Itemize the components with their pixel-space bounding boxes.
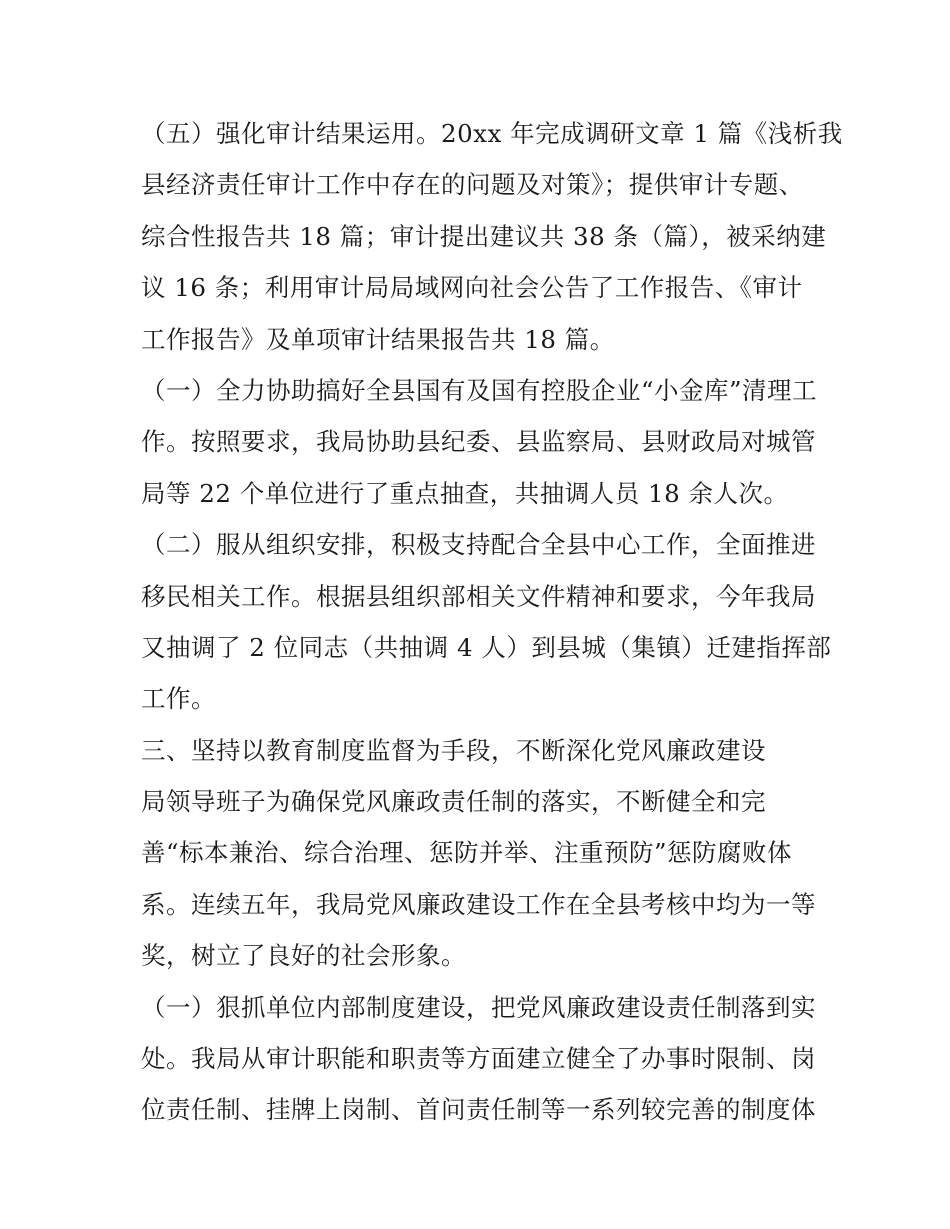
- paragraph-internal-rules: [141, 982, 821, 1136]
- text-line: （一）狠抓单位内部制度建设，把党风廉政建设责任制落到实: [141, 992, 816, 1022]
- section-heading-integrity: [141, 725, 821, 776]
- text-line: （二）服从组织安排，积极支持配合全县中心工作，全面推进: [141, 530, 816, 560]
- text-line: （一）全力协助搞好全县国有及国有控股企业“小金库”清理工: [141, 375, 818, 405]
- paragraph-integrity-system: [141, 776, 821, 982]
- text-line: 局等 22 个单位进行了重点抽查，共抽调人员 18 余人次。: [141, 478, 789, 508]
- text-line: 移民相关工作。根据县组织部相关文件精神和要求，今年我局: [141, 581, 816, 611]
- paragraph-migration-work: [141, 519, 832, 725]
- text-line: 工作。: [141, 684, 216, 714]
- section-heading: 三、坚持以教育制度监督为手段，不断深化党风廉政建设: [141, 735, 766, 765]
- text-line: 奖，树立了良好的社会形象。: [141, 941, 466, 971]
- text-line: （五）强化审计结果运用。20xx 年完成调研文章 1 篇《浅析我: [141, 119, 843, 148]
- text-line: 位责任制、挂牌上岗制、首问责任制等一系列较完善的制度体: [141, 1095, 816, 1125]
- text-line: 善“标本兼治、综合治理、惩防并举、注重预防”惩防腐败体: [141, 838, 793, 868]
- paragraph-small-treasury: [141, 365, 821, 519]
- text-line: 局领导班子为确保党风廉政责任制的落实，不断健全和完: [141, 787, 766, 817]
- text-line: 作。按照要求，我局协助县纪委、县监察局、县财政局对城管: [141, 427, 816, 457]
- paragraph-audit-results: [141, 108, 843, 365]
- text-line: 又抽调了 2 位同志（共抽调 4 人）到县城（集镇）迁建指挥部: [141, 632, 832, 662]
- document-body: [141, 108, 843, 1136]
- text-line: 综合性报告共 18 篇；审计提出建议共 38 条（篇），被采纳建: [141, 221, 827, 251]
- text-line: 工作报告》及单项审计结果报告共 18 篇。: [141, 324, 615, 354]
- text-line: 县经济责任审计工作中存在的问题及对策》；提供审计专题、: [141, 170, 804, 200]
- text-line: 处。我局从审计职能和职责等方面建立健全了办事时限制、岗: [141, 1044, 816, 1074]
- text-line: 系。连续五年，我局党风廉政建设工作在全县考核中均为一等: [141, 889, 816, 919]
- text-line: 议 16 条；利用审计局局域网向社会公告了工作报告、《审计: [141, 273, 803, 303]
